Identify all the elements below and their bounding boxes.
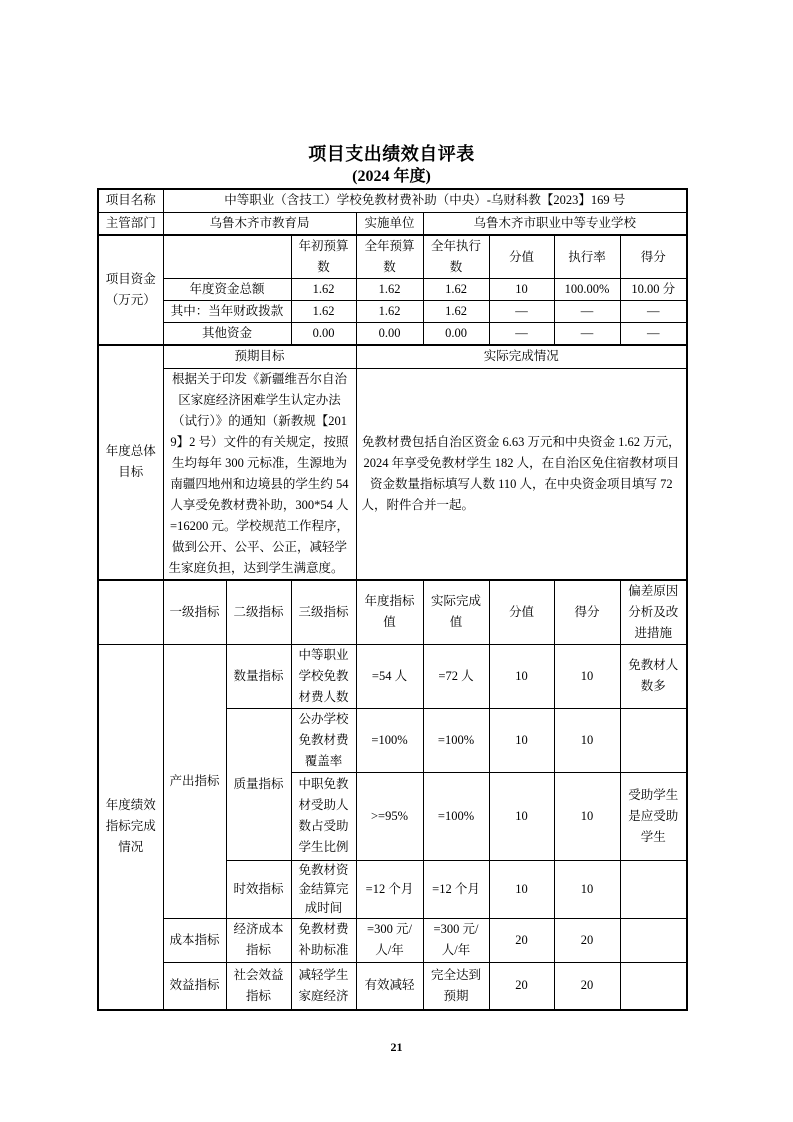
indicator-1-deviation xyxy=(620,708,687,772)
indicator-1-name: 公办学校免教材费覆盖率 xyxy=(291,708,356,772)
funds-header-score-value: 分值 xyxy=(489,235,554,279)
fund-total-rate: 100.00% xyxy=(554,279,620,301)
funds-header-annual-budget: 全年预算数 xyxy=(356,235,423,279)
evaluation-table xyxy=(97,188,688,1011)
funds-blank-header xyxy=(163,235,291,279)
fund-fiscal-initial: 1.62 xyxy=(291,301,356,323)
indicator-0-name: 中等职业学校免教材费人数 xyxy=(291,644,356,708)
indicators-row-label: 年度绩效指标完成情况 xyxy=(98,644,163,1010)
annual-goal-row-label: 年度总体目标 xyxy=(98,345,163,580)
fund-other-score: — xyxy=(620,323,687,346)
indicator-1-target: =100% xyxy=(356,708,423,772)
indicator-2-deviation: 受助学生是应受助学生 xyxy=(620,772,687,860)
dept-value: 乌鲁木齐市教育局 xyxy=(163,212,356,235)
indicator-3-target: =12 个月 xyxy=(356,860,423,918)
fund-other-initial: 0.00 xyxy=(291,323,356,346)
indicator-header-score: 得分 xyxy=(554,580,620,645)
indicator-1-score: 10 xyxy=(554,708,620,772)
funds-header-annual-execution: 全年执行数 xyxy=(423,235,489,279)
funds-row-label: 项目资金（万元） xyxy=(98,235,163,345)
indicator-header-level1: 一级指标 xyxy=(163,580,226,645)
indicator-2-score: 10 xyxy=(554,772,620,860)
indicator-header-target: 年度指标值 xyxy=(356,580,423,645)
level2-social-benefit: 社会效益指标 xyxy=(226,962,291,1010)
indicator-header-level3: 三级指标 xyxy=(291,580,356,645)
indicator-0-actual: =72 人 xyxy=(423,644,489,708)
indicator-5-score-value: 20 xyxy=(489,962,554,1010)
indicator-5-target: 有效减轻 xyxy=(356,962,423,1010)
dept-label: 主管部门 xyxy=(98,212,163,235)
fund-total-score: 10.00 分 xyxy=(620,279,687,301)
level2-economic-cost: 经济成本指标 xyxy=(226,918,291,962)
indicator-corner-blank xyxy=(98,580,163,645)
indicator-0-target: =54 人 xyxy=(356,644,423,708)
fund-total-executed: 1.62 xyxy=(423,279,489,301)
level1-cost: 成本指标 xyxy=(163,918,226,962)
indicator-2-target: >=95% xyxy=(356,772,423,860)
level2-timeliness: 时效指标 xyxy=(226,860,291,918)
indicator-1-actual: =100% xyxy=(423,708,489,772)
indicator-3-deviation xyxy=(620,860,687,918)
fund-other-executed: 0.00 xyxy=(423,323,489,346)
fund-total-label: 年度资金总额 xyxy=(163,279,291,301)
indicator-0-score-value: 10 xyxy=(489,644,554,708)
fund-fiscal-score: — xyxy=(620,301,687,323)
indicator-3-score-value: 10 xyxy=(489,860,554,918)
fund-fiscal-annual: 1.62 xyxy=(356,301,423,323)
indicator-4-deviation xyxy=(620,918,687,962)
indicator-5-score: 20 xyxy=(554,962,620,1010)
funds-header-score: 得分 xyxy=(620,235,687,279)
level2-quantity: 数量指标 xyxy=(226,644,291,708)
indicator-3-name: 免教材资金结算完成时间 xyxy=(291,860,356,918)
indicator-3-actual: =12 个月 xyxy=(423,860,489,918)
project-name-value: 中等职业（含技工）学校免教材费补助（中央）-乌财科教【2023】169 号 xyxy=(163,189,687,212)
funds-header-execution-rate: 执行率 xyxy=(554,235,620,279)
indicator-1-score-value: 10 xyxy=(489,708,554,772)
expected-goal-text: 根据关于印发《新疆维吾尔自治区家庭经济困难学生认定办法（试行）》的通知（新教规【2019】2 号）文件的有关规定，按照生均每年 300 元标准，生源地为南疆四地州和边境县的学生约 54 人享受免教材费补助，300*54 人=16200 元。学校规范工作程序，做到公开、公平、公正，减轻学生家庭负担，达到学生满意度。 xyxy=(163,368,356,580)
page-number: 21 xyxy=(390,1040,403,1054)
indicator-2-score-value: 10 xyxy=(489,772,554,860)
project-name-label: 项目名称 xyxy=(98,189,163,212)
unit-value: 乌鲁木齐市职业中等专业学校 xyxy=(423,212,687,235)
fund-other-annual: 0.00 xyxy=(356,323,423,346)
fund-other-rate: — xyxy=(554,323,620,346)
indicator-2-actual: =100% xyxy=(423,772,489,860)
fund-total-initial: 1.62 xyxy=(291,279,356,301)
level2-quality: 质量指标 xyxy=(226,708,291,860)
level1-benefit: 效益指标 xyxy=(163,962,226,1010)
indicator-5-actual: 完全达到预期 xyxy=(423,962,489,1010)
indicator-header-score-value: 分值 xyxy=(489,580,554,645)
indicator-4-score-value: 20 xyxy=(489,918,554,962)
indicator-5-name: 减轻学生家庭经济 xyxy=(291,962,356,1010)
indicator-4-actual: =300 元/人/年 xyxy=(423,918,489,962)
fund-fiscal-executed: 1.62 xyxy=(423,301,489,323)
indicator-2-name: 中职免教材受助人数占受助学生比例 xyxy=(291,772,356,860)
actual-completion-text: 免教材费包括自治区资金 6.63 万元和中央资金 1.62 万元，2024 年享受免教材学生 182 人，在自治区免住宿教材项目资金数量指标填写人数 110 人，在中央资金项目填写 72 人，附件合并一起。 xyxy=(356,368,687,580)
actual-completion-header: 实际完成情况 xyxy=(356,345,687,368)
indicator-header-deviation: 偏差原因分析及改进措施 xyxy=(620,580,687,645)
fund-other-label: 其他资金 xyxy=(163,323,291,346)
indicator-0-deviation: 免教材人数多 xyxy=(620,644,687,708)
fund-fiscal-rate: — xyxy=(554,301,620,323)
indicator-header-actual: 实际完成值 xyxy=(423,580,489,645)
unit-label: 实施单位 xyxy=(356,212,423,235)
level1-output: 产出指标 xyxy=(163,644,226,918)
fund-total-annual: 1.62 xyxy=(356,279,423,301)
fund-other-score-value: — xyxy=(489,323,554,346)
funds-header-initial-budget: 年初预算数 xyxy=(291,235,356,279)
indicator-3-score: 10 xyxy=(554,860,620,918)
fund-fiscal-score-value: — xyxy=(489,301,554,323)
indicator-4-target: =300 元/人/年 xyxy=(356,918,423,962)
page-subtitle: (2024 年度) xyxy=(352,168,431,185)
fund-fiscal-label: 其中：当年财政拨款 xyxy=(163,301,291,323)
indicator-5-deviation xyxy=(620,962,687,1010)
page-title: 项目支出绩效自评表 xyxy=(308,144,475,164)
fund-total-score-value: 10 xyxy=(489,279,554,301)
indicator-header-level2: 二级指标 xyxy=(226,580,291,645)
expected-goal-header: 预期目标 xyxy=(163,345,356,368)
indicator-4-score: 20 xyxy=(554,918,620,962)
indicator-4-name: 免教材费补助标准 xyxy=(291,918,356,962)
indicator-0-score: 10 xyxy=(554,644,620,708)
